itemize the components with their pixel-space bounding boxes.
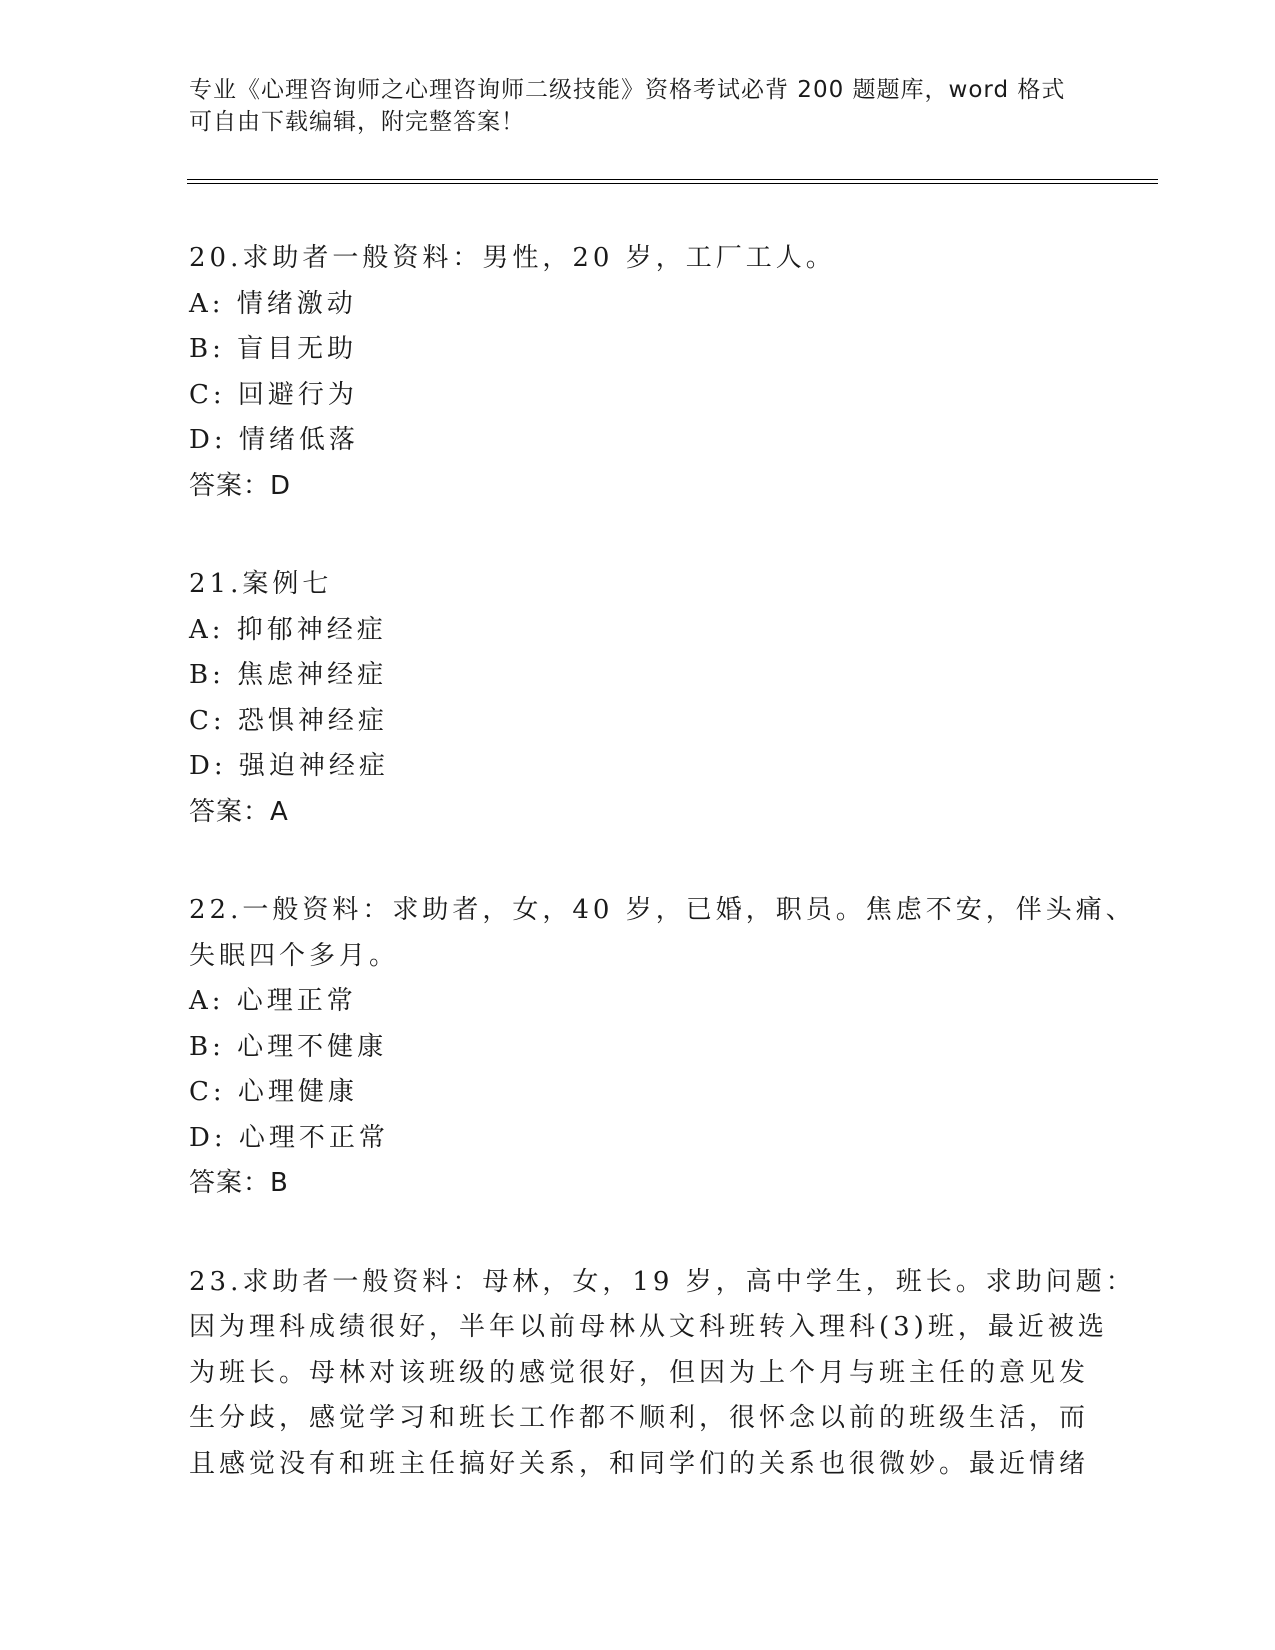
option-c: C: 回避行为 [189, 379, 358, 410]
document-header [189, 74, 1089, 138]
option-a: A: 情绪激动 [189, 288, 357, 319]
option-d: D: 情绪低落 [189, 425, 359, 455]
header-line: 可自由下载编辑，附完整答案！ [189, 109, 525, 135]
question-21 [189, 562, 1089, 835]
question-stem: 20.求助者一般资料：男性，20 岁，工厂工人。 [189, 243, 836, 273]
option-a: A: 心理正常 [189, 986, 357, 1016]
question-stem: 失眠四个多月。 [189, 940, 400, 971]
option-d: D: 强迫神经症 [189, 751, 389, 781]
question-22 [189, 888, 1136, 1207]
answer: 答案：D [189, 470, 292, 501]
question-stem: 23.求助者一般资料：母林，女，19 岁，高中学生，班长。求助问题： [189, 1266, 1136, 1297]
option-b: B: 心理不健康 [189, 1031, 388, 1062]
question-20 [189, 236, 1089, 509]
question-stem: 因为理科成绩很好，半年以前母林从文科班转入理科(3)班，最近被选 [189, 1312, 1108, 1342]
option-c: C: 恐惧神经症 [189, 705, 388, 736]
question-stem: 21.案例七 [189, 569, 333, 599]
option-d: D: 心理不正常 [189, 1122, 389, 1153]
header-divider [187, 183, 1158, 184]
question-stem: 生分歧，感觉学习和班长工作都不顺利，很怀念以前的班级生活，而 [189, 1403, 1090, 1433]
header-line: 专业《心理咨询师之心理咨询师二级技能》资格考试必背 200 题题库，word 格式 [189, 77, 1066, 103]
option-b: B: 盲目无助 [189, 334, 358, 364]
question-23 [189, 1260, 1136, 1488]
question-list [189, 236, 1136, 1487]
option-c: C: 心理健康 [189, 1077, 358, 1107]
answer: 答案：B [189, 1168, 289, 1198]
answer: 答案：A [189, 796, 289, 827]
option-b: B: 焦虑神经症 [189, 660, 388, 690]
question-stem: 且感觉没有和班主任搞好关系，和同学们的关系也很微妙。最近情绪 [189, 1448, 1090, 1479]
header-divider [187, 179, 1158, 180]
question-stem: 为班长。母林对该班级的感觉很好，但因为上个月与班主任的意见发 [189, 1357, 1090, 1388]
question-stem: 22.一般资料：求助者，女，40 岁，已婚，职员。焦虑不安，伴头痛、 [189, 895, 1136, 925]
option-a: A: 抑郁神经症 [189, 614, 387, 645]
